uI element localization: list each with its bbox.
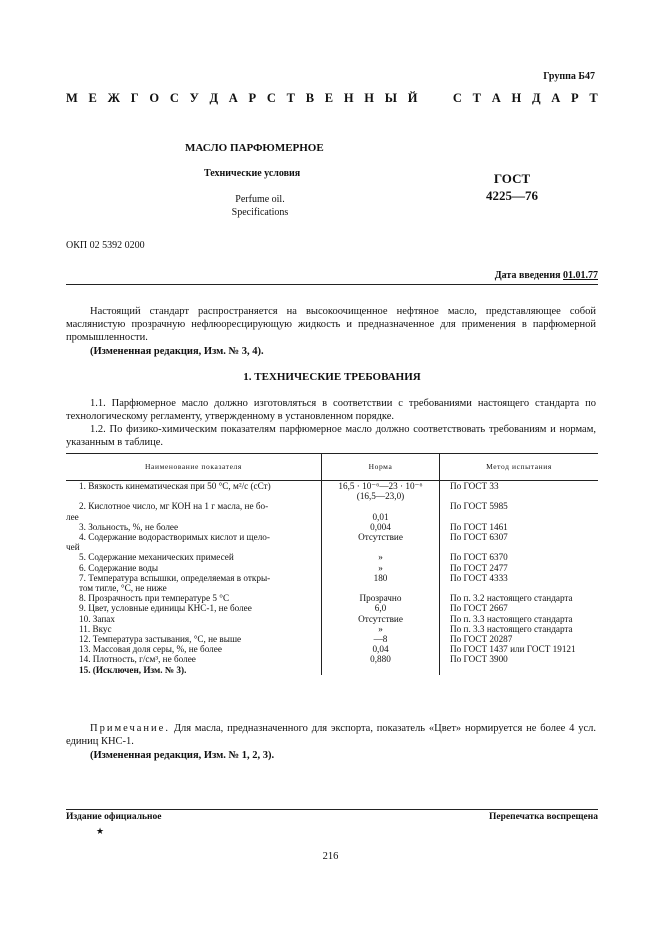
table-row [66, 532, 598, 552]
cell-name: 6. Содержание воды [79, 562, 159, 573]
cell-method: По ГОСТ 20287 [450, 634, 513, 645]
gost-code: 4225—76 [486, 188, 538, 203]
clause-1-2: 1.2. По физико-химическим показателям парфюмерное масло должно соответствовать требованиям и нормам, указанным в таблице. [66, 424, 596, 448]
cell-norm: » [322, 552, 440, 562]
note-text: Для масла, предназначенного для экспорта, показатель «Цвет» нормируется не более 4 усл. единиц КНС-1. [66, 723, 596, 747]
cell-method: По п. 3.3 настоящего стандарта [450, 613, 573, 624]
banner-letter: Р [248, 91, 257, 105]
table-row [66, 654, 598, 664]
introduction-date [495, 270, 598, 281]
note-label: Примечание. [90, 723, 170, 734]
cell-name-cont: лее [66, 511, 79, 522]
banner-letter: В [305, 91, 315, 105]
cell-method: По ГОСТ 4333 [450, 572, 508, 583]
banner-letter: С [169, 91, 179, 105]
banner-letter: М [66, 91, 78, 105]
reprint-prohibited: Перепечатка воспрещена [488, 812, 598, 822]
cell-name: 14. Плотность, г/см³, не более [79, 654, 196, 665]
cell-name: 4. Содержание водорастворимых кислот и щело- [79, 532, 270, 543]
okp-code: ОКП 02 5392 0200 [66, 240, 145, 251]
cell-name: 9. Цвет, условные единицы КНС-1, не более [79, 603, 252, 614]
english-title [185, 193, 335, 219]
date-label: Дата введения [494, 270, 561, 281]
banner-letter: Р [571, 91, 579, 105]
cell-name: 13. Массовая доля серы, %, не более [79, 644, 222, 655]
cell-method: По ГОСТ 2667 [450, 603, 508, 614]
table-row [66, 665, 598, 675]
page-number: 216 [322, 851, 339, 862]
english-title-line1: Perfume oil. [235, 194, 285, 205]
banner-letter: Е [88, 91, 97, 105]
cell-method: По ГОСТ 6370 [450, 552, 508, 563]
intro-revision: (Измененная редакция, Изм. № 3, 4). [90, 346, 264, 357]
banner-letter: Н [511, 91, 522, 105]
table-row [66, 573, 598, 593]
table-row [66, 603, 598, 613]
table-row [66, 614, 598, 624]
official-edition: Издание официальное [66, 812, 162, 822]
clause-1-1: 1.1. Парфюмерное масло должно изготовляться в соответствии с требованиями настоящего стандарта по технологическому регламенту, утвержденному в установленном порядке. [66, 398, 596, 422]
cell-name: 10. Запах [79, 613, 115, 624]
cell-name: 1. Вязкость кинематическая при 50 °С, м²/с (сСт) [79, 481, 271, 491]
gost-label: ГОСТ [493, 171, 531, 186]
table-row [66, 552, 598, 562]
cell-method: По ГОСТ 1437 или ГОСТ 19121 [450, 644, 576, 655]
cell-name: 5. Содержание механических примесей [79, 552, 234, 563]
cell-method: По ГОСТ 5985 [450, 501, 508, 512]
cell-norm: 0,880 [322, 654, 440, 664]
cell-norm: » [322, 563, 440, 573]
table-header-method: Метод испытания [440, 454, 599, 481]
cell-norm: 6,0 [322, 603, 440, 613]
banner-interstate-standard [66, 91, 598, 106]
date-value: 01.01.77 [563, 270, 598, 281]
intro-paragraph: Настоящий стандарт распространяется на высокоочищенное нефтяное масло, представляющее собой маслянистую прозрачную нефлюоресцирующую жидкость и предназначенное для применения в парфюмерной промышленности. [66, 306, 596, 343]
banner-letter: Н [364, 91, 375, 105]
banner-letter: Т [589, 91, 598, 105]
table-header-norm: Норма [322, 454, 440, 481]
table-row [66, 644, 598, 654]
cell-method: По ГОСТ 33 [450, 481, 499, 491]
cell-norm-alt: (16,5—23,0) [356, 491, 405, 502]
cell-method: По ГОСТ 6307 [450, 532, 508, 543]
cell-name: 8. Прозрачность при температуре 5 °С [79, 593, 230, 604]
cell-norm: 180 [322, 573, 440, 593]
cell-norm: 16,5 · 10⁻⁶—23 · 10⁻⁶ [338, 481, 423, 491]
cell-method: По п. 3.3 настоящего стандарта [450, 623, 573, 634]
cell-norm [322, 665, 440, 675]
cell-name: 3. Зольность, %, не более [79, 521, 179, 532]
gost-number [472, 170, 552, 204]
cell-name: 12. Температура застывания, °С, не выше [79, 634, 242, 645]
english-title-line2: Specifications [231, 207, 289, 218]
cell-norm: —8 [322, 634, 440, 644]
banner-letter: Т [286, 91, 295, 105]
banner-letter: Т [472, 91, 482, 105]
table-header-name: Наименование показателя [66, 454, 322, 481]
banner-letter: Е [324, 91, 334, 105]
banner-letter: У [189, 91, 199, 105]
group-code: Группа Б47 [543, 71, 595, 82]
cell-method: По ГОСТ 3900 [450, 654, 508, 665]
footer-divider [66, 809, 598, 810]
cell-norm: » [322, 624, 440, 634]
date-divider [66, 284, 598, 285]
requirements-table [66, 453, 598, 675]
table-row [66, 563, 598, 573]
cell-name: 11. Вкус [79, 623, 112, 634]
cell-method [440, 665, 599, 675]
banner-letter: Д [531, 91, 541, 105]
section-title: 1. ТЕХНИЧЕСКИЕ ТРЕБОВАНИЯ [243, 371, 421, 383]
banner-letter: Ы [384, 91, 398, 105]
banner-letter: А [228, 91, 238, 105]
table-row [66, 481, 598, 502]
banner-gap [428, 91, 442, 106]
banner-letter: С [452, 91, 462, 105]
banner-letter: Г [130, 91, 139, 105]
cell-norm: Отсутствие [322, 532, 440, 552]
banner-letter: А [551, 91, 561, 105]
banner-letter: О [149, 91, 160, 105]
cell-method: По п. 3.2 настоящего стандарта [450, 593, 573, 604]
banner-letter: С [266, 91, 276, 105]
document-subtitle: Технические условия [204, 168, 301, 179]
cell-norm: 0,01 [322, 501, 440, 521]
table-row [66, 624, 598, 634]
cell-norm: 0,004 [322, 522, 440, 532]
cell-norm: 0,04 [322, 644, 440, 654]
note-revision: (Измененная редакция, Изм. № 1, 2, 3). [90, 750, 275, 761]
cell-name: 7. Температура вспышки, определяемая в откры- [79, 572, 271, 583]
cell-norm: Прозрачно [322, 593, 440, 603]
star-icon: ★ [96, 826, 105, 836]
document-title: МАСЛО ПАРФЮМЕРНОЕ [185, 142, 324, 154]
cell-method: По ГОСТ 1461 [450, 521, 508, 532]
cell-method: По ГОСТ 2477 [450, 562, 508, 573]
cell-norm: Отсутствие [322, 614, 440, 624]
banner-letter: Н [343, 91, 354, 105]
table-row [66, 634, 598, 644]
table-row [66, 522, 598, 532]
cell-name-cont: чей [66, 542, 80, 553]
cell-name: 15. (Исключен, Изм. № 3). [79, 664, 187, 675]
cell-name-cont: том тигле, °С, не ниже [79, 583, 167, 594]
cell-name: 2. Кислотное число, мг КОН на 1 г масла, не бо- [79, 501, 269, 512]
table-note [66, 722, 596, 748]
banner-letter: Ж [107, 91, 120, 105]
banner-letter: Й [407, 91, 418, 105]
table-row [66, 593, 598, 603]
table-row [66, 501, 598, 521]
banner-letter: Д [209, 91, 219, 105]
banner-letter: А [491, 91, 501, 105]
